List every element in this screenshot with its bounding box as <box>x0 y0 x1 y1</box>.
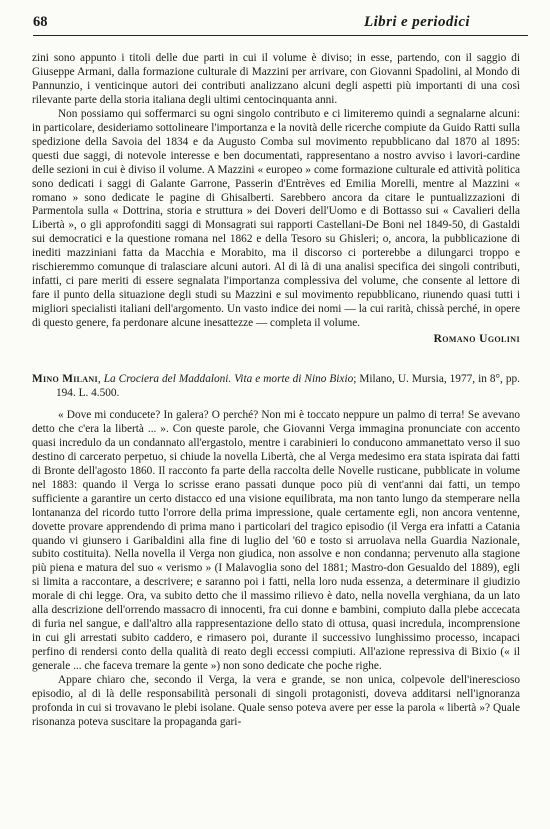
page-number: 68 <box>33 14 48 30</box>
running-title: Libri e periodici <box>364 14 470 30</box>
review1-paragraph-1: zini sono appunto i titoli delle due parti in cui il volume è diviso; in esse, partendo, con il saggio di Giuseppe Armani, dalla formazione culturale di Mazzini per arrivare, con Giovanni Spadolini, al Mondo di Pannunzio, i venticinque autori dei contributi analizzano alcuni degli aspetti più importanti di una così rilevante parte della storia italiana degli ultimi centocinquanta anni. <box>32 52 520 106</box>
book-title: La Crociera del Maddaloni. Vita e morte di Nino Bixio <box>103 373 354 386</box>
header-rule <box>33 35 528 36</box>
book-author: Mino Milani <box>32 373 98 386</box>
page-header <box>33 14 528 36</box>
review1-paragraph-2: Non possiamo qui soffermarci su ogni singolo contributo e ci limiteremo quindi a segnalarne alcuni: in particolare, desideriamo sottolineare l'importanza e la novità delle ricerche compiute da Guido Ratti sulla spedizione della Savoia del 1834 e da Augusto Comba sul movimento repubblicano dal 1870 al 1895: questi due saggi, di notevole interesse e ben documentati, rappresentano a nostro avviso i lavori-cardine delle sezioni in cui è diviso il volume. A Mazzini « europeo » come formazione culturale ed attività politica sono dedicati i saggi di Galante Garrone, Passerin d'Entrèves ed Emilia Morelli, mentre al Mazzini « romano » sono dedicate le pagine di Ghisalberti. Sarebbero ancora da citare le puntualizzazioni di Parmentola sulla « Dottrina, storia e struttura » dei Doveri dell'Uomo e di Bottasso sui « Cavalieri della Libertà », o gli approfonditi saggi di Monsagrati sui rapporti Castellani-De Boni nel 1849-50, di Gastaldi sui democratici e la questione romana nel 1862 e della Tesoro su Ghisleri; o, ancora, la pubblicazione di inediti mazziniani fatta da Macchia e Morabito, ma il discorso ci porterebbe a dilungarci troppo e rischieremmo comunque di tralasciare alcuni autori. Al di là di una analisi specifica dei singoli contributi, infatti, ci pare meriti di essere segnalata l'importanza complessiva del volume, che consente al lettore di fare il punto della situazione degli studi su Mazzini e sul movimento repubblicano, riunendo quasi tutti i migliori specialisti italiani dell'argomento. Un vasto indice dei nomi — la cui rarità, chissà perché, in opere di questo genere, fa perdonare alcune inesattezze — completa il volume. <box>32 107 520 330</box>
review2-paragraph-2: Appare chiaro che, secondo il Verga, la vera e grande, se non unica, colpevole dell'inerescioso episodio, al di là delle responsabilità personali di singoli protagonisti, doveva additarsi nell'ignoranza profonda in cui si trovavano le plebi isolane. Quale senso poteva avere per esse la parola « libertà »? Quale risonanza poteva suscitare la propaganda gari- <box>32 674 520 728</box>
review2-paragraph-1: « Dove mi conducete? In galera? O perché? Non mi è toccato neppure un palmo di terra! Se avevano detto che c'era la libertà ... ». Con queste parole, che Giovanni Verga immagina pronunciate con accento quasi incredulo da un condannato all'ergastolo, mentre i carabinieri lo conducono ammanettato verso il suo destino di carcerato perpetuo, si chiude la novella Libertà, che al Verga medesimo era stata ispirata dai fatti di Bronte dell'agosto 1860. Il racconto fa parte della raccolta delle Novelle rusticane, pubblicate in volume nel 1883: quando il Verga lo scrisse erano passati dunque poco più di vent'anni dai fatti, un tempo sufficiente a garantire un certo distacco ed una visione equilibrata, ma non tanto lungo da stemperare nella lontananza del ricordo tutto l'orrore della prima impressione, quale certamente egli, non ancora ventenne, dovette provare apprendendo di prima mano i particolari del tragico episodio (il Verga era infatti a Catania quando vi giunsero i Garibaldini alla fine di luglio del '60 e tosto si arruolava nella Guardia Nazionale, subito costituita). Nella novella il Verga non giudica, non assolve e non condanna; pervenuto alla stagione più piena e matura del suo « verismo » (I Malavoglia sono del 1881; Mastro-don Gesualdo del 1889), egli si limita a raccontare, a descrivere; e saranno poi i fatti, nella loro nuda essenza, a determinare il giudizio morale di chi legge. Ora, va subito detto che il massimo rilievo è dato, nella novella verghiana, da un lato alla descrizione dell'orrendo massacro di innocenti, fra cui donne e bambini, compiuto dalla plebe accecata di furia nel sangue, e dall'altro alla rappresentazione dello stato di ottusa, quasi incredula, incomprensione in cui gli arrestati subito caddero, e rimasero poi, durante il successivo lunghissimo processo, incapaci perfino di rendersi conto della qualità di reato degli eccessi compiuti. All'azione repressiva di Bixio (« il generale ... che faceva tremare la gente ») non sono dedicate che poche righe. <box>32 408 520 673</box>
review1-signature: Romano Ugolini <box>433 333 520 346</box>
review2-bibliographic-entry: Mino Milani, La Crociera del Maddaloni. Vita e morte di Nino Bixio; Milano, U. Mursia, 1977, in 8°, pp. 194. L. 4.500. <box>32 373 520 399</box>
book-publication: ; Milano, U. Mursia, 1977, in 8°, pp. 194. L. 4.500. <box>56 373 520 399</box>
page-body <box>32 52 520 730</box>
